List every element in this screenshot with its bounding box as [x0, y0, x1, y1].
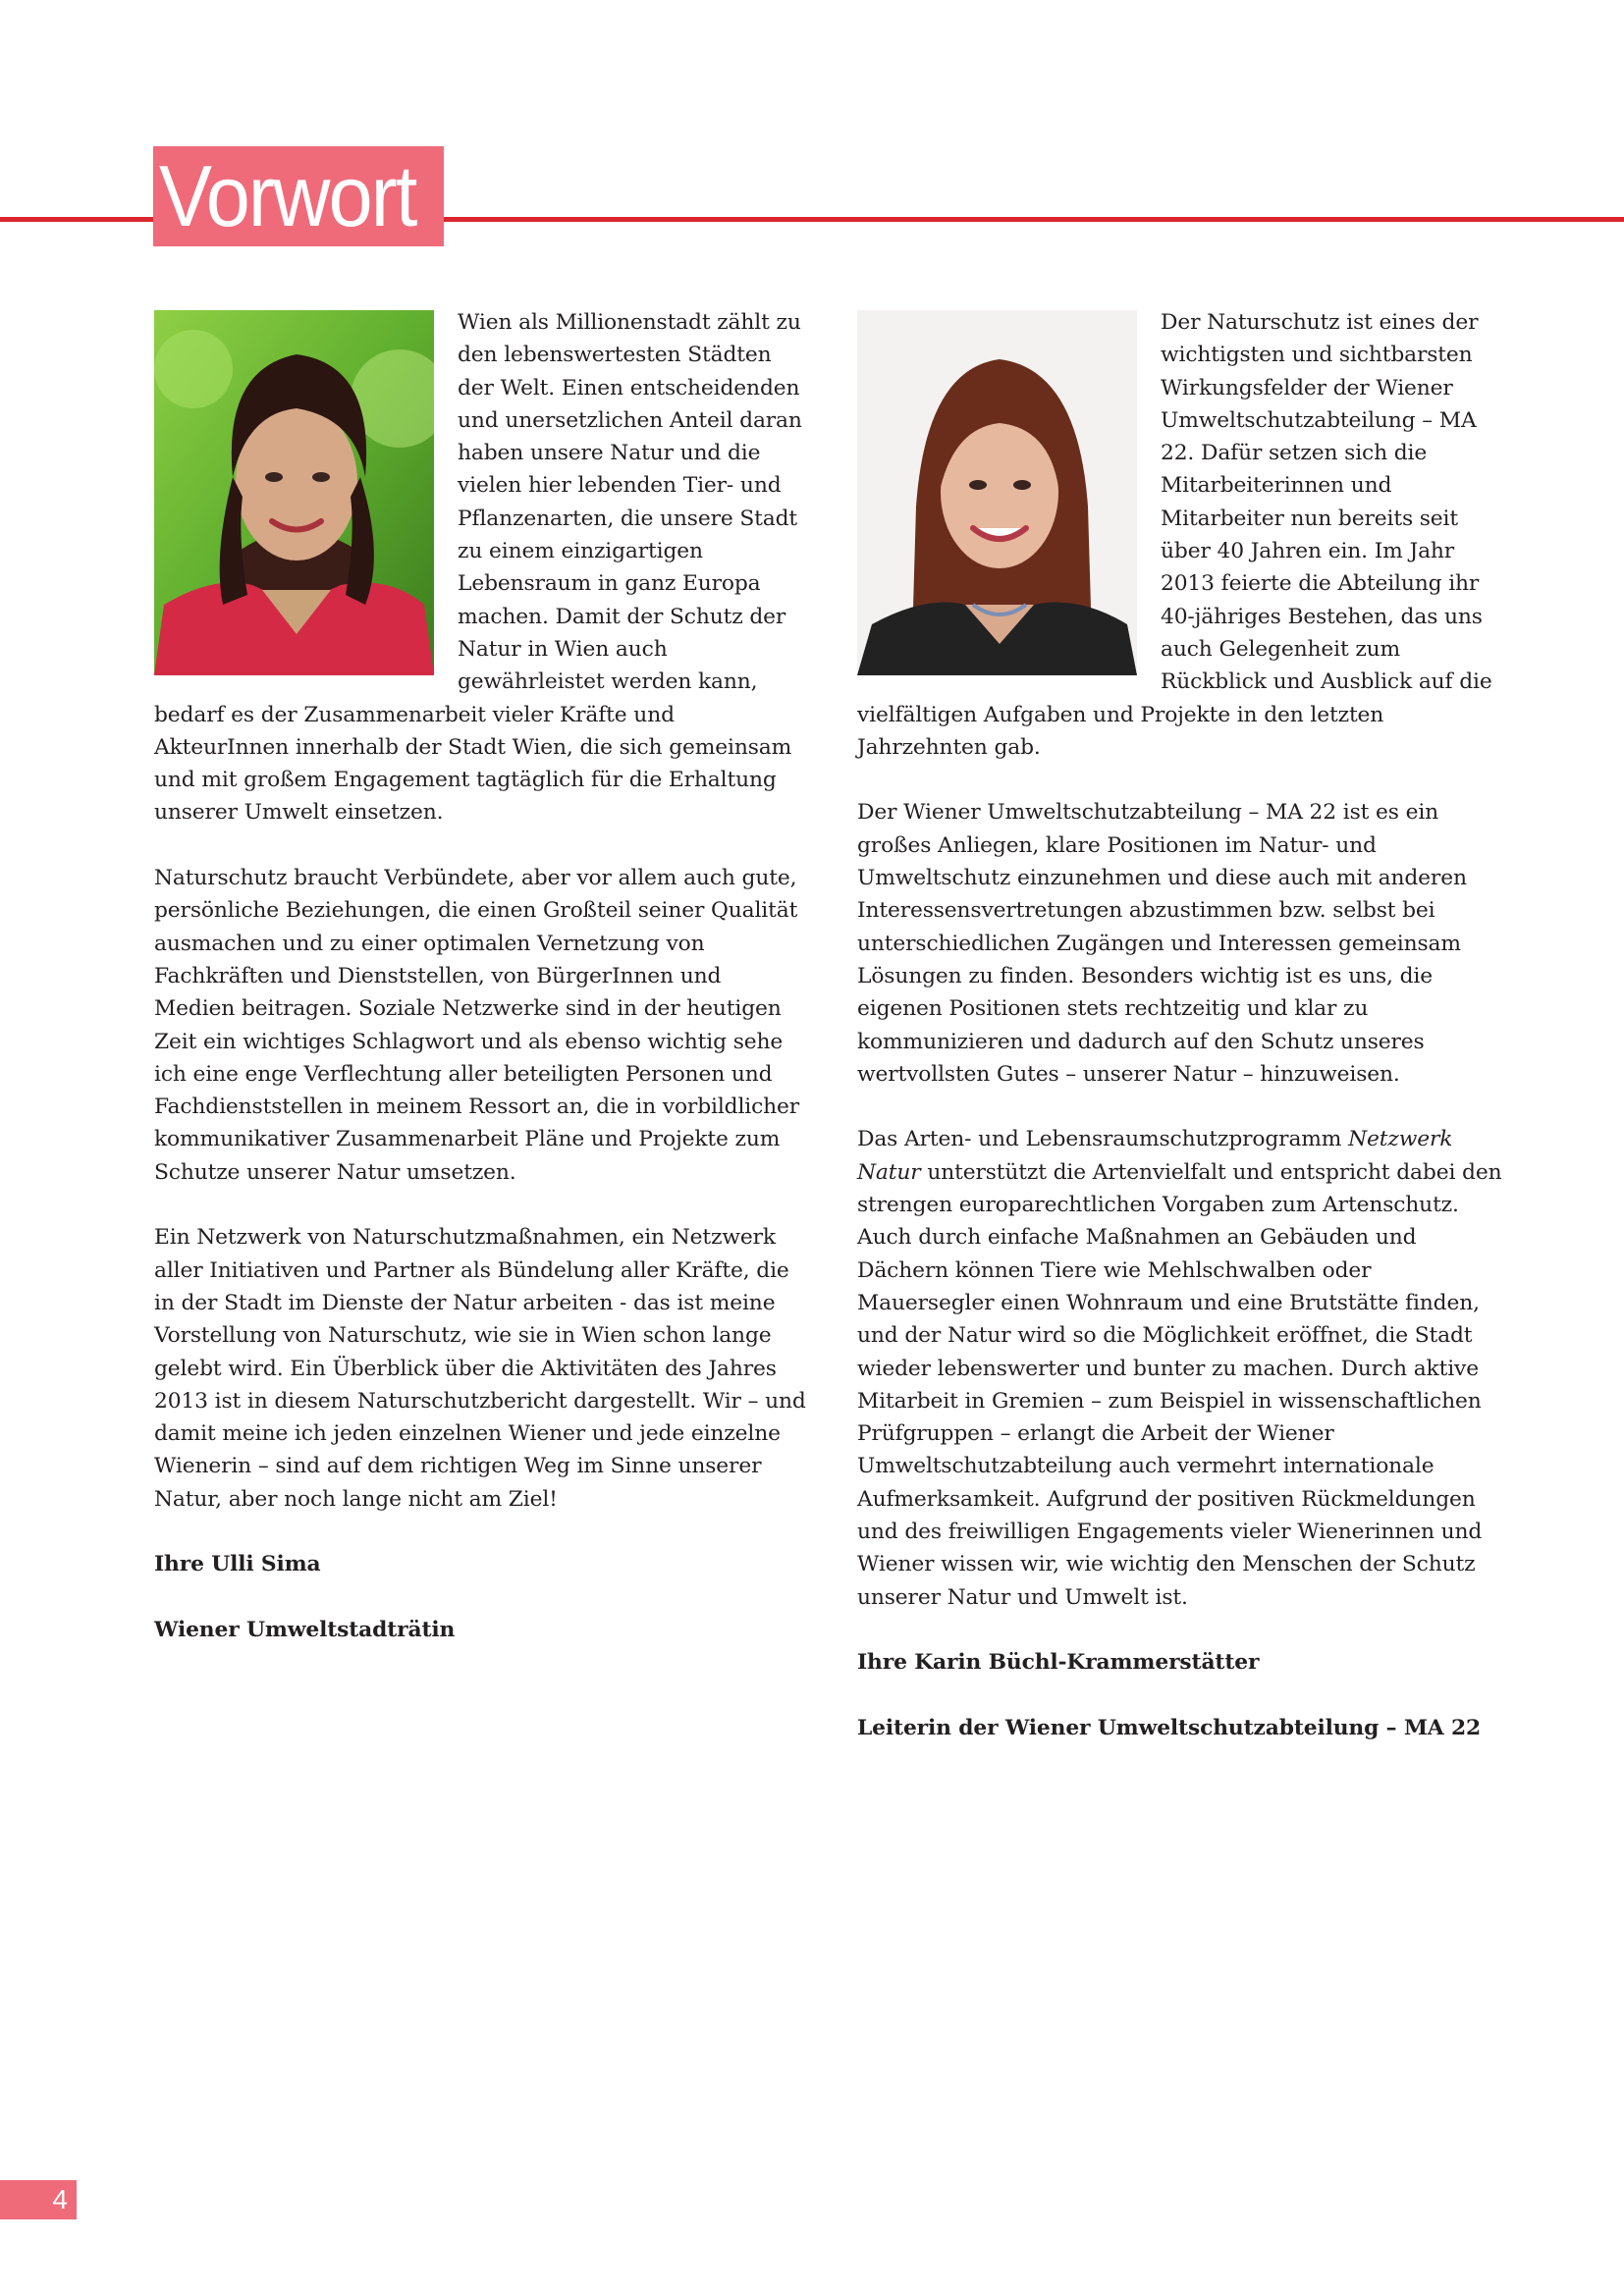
signature-name: Ihre Ulli Sima [154, 1552, 321, 1577]
signature-name: Ihre Karin Büchl-Krammerstätter [857, 1650, 1260, 1676]
page-title: Vorwort [159, 147, 416, 244]
paragraph: Ein Netzwerk von Naturschutzmaßnahmen, ein Netzwerk aller Initiativen und Partner als Bündelung aller Kräfte, die in der Stadt im Dienste der Natur arbeiten - das ist meine Vorstellung von Naturschutz, wie sie in Wien schon lange gelebt wird. Ein Überblick über die Aktivitäten des Jahres 2013 ist in diesem Naturschutzbericht dargestellt. Wir – und damit meine ich jeden einzelnen Wiener und jede einzelne Wienerin – sind auf dem richtigen Weg im Sinne unserer Natur, aber noch lange nicht am Ziel! [154, 1225, 806, 1512]
right-column [857, 306, 1511, 1777]
heading-box [153, 146, 444, 246]
paragraph: Der Wiener Umweltschutzabteilung – MA 22 ist es ein großes Anliegen, klare Positionen im Natur- und Umweltschutz einzunehmen und diese auch mit anderen Interessensvertretungen abzustimmen bzw. selbst bei unterschiedlichen Zugängen und Interessen gemeinsam Lösungen zu finden. Besonders wichtig ist es uns, die eigenen Positionen stets rechtzeitig und klar zu kommunizieren und dadurch auf den Schutz unseres wertvollsten Gutes – unserer Natur – hinzuweisen. [857, 800, 1467, 1087]
paragraph: Der Naturschutz ist eines der wichtigsten und sichtbarsten Wirkungsfelder der Wiener Umweltschutzabteilung – MA 22. Dafür setzen sich die Mitarbeiterinnen und Mitarbeiter nun bereits seit über 40 Jahren ein. Im Jahr 2013 feierte die Abteilung ihr 40-jähriges Bestehen, das uns auch Gelegenheit zum Rückblick und Ausblick auf die vielfältigen Aufgaben und Projekte in den letzten Jahrzehnten gab. [857, 310, 1492, 760]
portrait-photo-right [857, 310, 1137, 675]
page-number: 4 [52, 2184, 68, 2215]
paragraph [857, 1123, 1511, 1613]
signature-title: Leiterin der Wiener Umweltschutzabteilung – MA 22 [857, 1715, 1482, 1740]
paragraph-text: unterstützt die Artenvielfalt und entspricht dabei den strengen europarechtlichen Vorgaben zum Artenschutz. Auch durch einfache Maßnahmen an Gebäuden und Dächern können Tiere wie Mehlschwalben oder Mauersegler einen Wohnraum und eine Brutstätte finden, und der Natur wird so die Möglichkeit eröffnet, die Stadt wieder lebenswerter und bunter zu machen. Durch aktive Mitarbeit in Gremien – zum Beispiel in wissenschaftlichen Prüfgruppen – erlangt die Arbeit der Wiener Umweltschutzabteilung auch vermehrt internationale Aufmerksamkeit. Aufgrund der positiven Rückmeldungen und des freiwilligen Engagements vieler Wienerinnen und Wiener wissen wir, wie wichtig den Menschen der Schutz unserer Natur und Umwelt ist. [857, 1159, 1502, 1610]
paragraph: Wien als Millionenstadt zählt zu den lebenswertesten Städten der Welt. Einen entscheidenden und unersetzlichen Anteil daran haben unsere Natur und die vielen hier lebenden Tier- und Pflanzenarten, die unsere Stadt zu einem einzigartigen Lebensraum in ganz Europa machen. Damit der Schutz der Natur in Wien auch gewährleistet werden kann, bedarf es der Zusammenarbeit vieler Kräfte und AkteurInnen innerhalb der Stadt Wien, die sich gemeinsam und mit großem Engagement tagtäglich für die Erhaltung unserer Umwelt einsetzen. [154, 310, 802, 826]
page-number-box [0, 2180, 77, 2219]
paragraph: Naturschutz braucht Verbündete, aber vor allem auch gute, persönliche Beziehungen, die einen Großteil seiner Qualität ausmachen und zu einer optimalen Vernetzung von Fachkräften und Dienststellen, von BürgerInnen und Medien beitragen. Soziale Netzwerke sind in der heutigen Zeit ein wichtiges Schlagwort und als ebenso wichtig sehe ich eine enge Verflechtung aller beteiligten Personen und Fachdienststellen in meinem Ressort an, die in vorbildlicher kommunikativer Zusammenarbeit Pläne und Projekte zum Schutze unserer Natur umsetzen. [154, 866, 800, 1185]
paragraph-text: Das Arten- und Lebensraumschutzprogramm [857, 1127, 1349, 1152]
portrait-photo-left [154, 310, 434, 675]
signature-title: Wiener Umweltstadträtin [154, 1617, 456, 1642]
left-column [154, 306, 808, 1679]
program-name: Netzwerk Natur [857, 1127, 1453, 1185]
